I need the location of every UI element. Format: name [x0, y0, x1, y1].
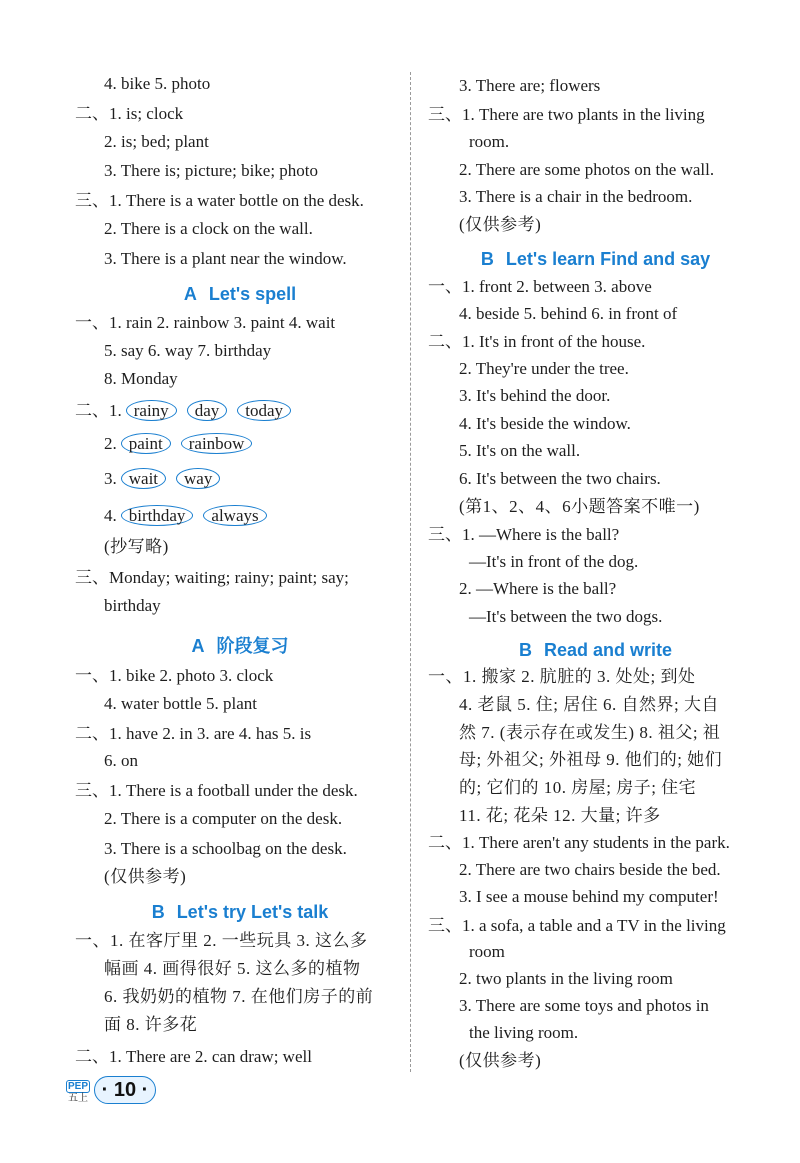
answer-line: 5. It's on the wall. — [459, 441, 581, 460]
section-letter: B — [518, 640, 532, 660]
answer-line: 一、1. 搬家 2. 肮脏的 3. 处处; 到处 — [428, 667, 696, 686]
answer-line: 3. There are; flowers — [459, 76, 601, 95]
answer-line: 然 7. (表示存在或发生) 8. 祖父; 祖 — [459, 723, 721, 742]
row-label: 二、1. — [75, 401, 122, 420]
answer-line: 一、1. bike 2. photo 3. clock — [75, 666, 274, 685]
answer-line: 三、1. —Where is the ball? — [428, 525, 620, 544]
answer-line: 的; 它们的 10. 房屋; 房子; 住宅 — [459, 778, 697, 797]
answer-line: 6. on — [104, 751, 138, 770]
circled-words-row — [104, 468, 230, 490]
circled-word: today — [237, 400, 291, 421]
circled-word: day — [187, 400, 228, 421]
answer-line: 2. —Where is the ball? — [459, 579, 617, 598]
section-letter: A — [183, 284, 197, 304]
answer-line: (抄写略) — [104, 537, 169, 556]
answer-line: 3. There is a chair in the bedroom. — [459, 187, 693, 206]
answer-line: 2. There are two chairs beside the bed. — [459, 860, 721, 879]
answer-line: 二、1. It's in front of the house. — [428, 332, 646, 351]
answer-line: 三、1. There is a water bottle on the desk. — [75, 191, 364, 210]
circled-word: always — [203, 505, 266, 526]
section-letter: B — [480, 249, 494, 269]
answer-line: 3. There is a schoolbag on the desk. — [104, 839, 347, 858]
answer-line: 4. bike 5. photo — [104, 74, 211, 93]
answer-line: 8. Monday — [104, 369, 178, 388]
column-divider — [410, 72, 411, 1072]
answer-line: 三、Monday; waiting; rainy; paint; say; — [75, 568, 349, 587]
section-heading — [75, 282, 405, 306]
answer-line: 6. It's between the two chairs. — [459, 469, 661, 488]
pep-logo: PEP — [67, 1081, 88, 1092]
answer-line: room. — [469, 132, 510, 151]
section-title: Let's try Let's talk — [176, 902, 329, 922]
section-heading — [428, 638, 763, 662]
answer-line: 3. There is a plant near the window. — [104, 249, 347, 268]
section-letter: B — [151, 902, 165, 922]
answer-line: 二、1. have 2. in 3. are 4. has 5. is — [75, 724, 312, 743]
row-label: 2. — [104, 434, 117, 453]
answer-line: 2. They're under the tree. — [459, 359, 629, 378]
answer-line: 面 8. 许多花 — [104, 1015, 198, 1034]
answer-line: 4. beside 5. behind 6. in front of — [459, 304, 678, 323]
answer-line: 5. say 6. way 7. birthday — [104, 341, 272, 360]
answer-line: (仅供参考) — [459, 1051, 542, 1070]
answer-line: 母; 外祖父; 外祖母 9. 他们的; 她们 — [459, 750, 723, 769]
grade-label: 五上 — [68, 1093, 88, 1104]
circled-word: way — [176, 468, 220, 489]
circled-words-row — [104, 433, 262, 455]
answer-line: 2. two plants in the living room — [459, 969, 673, 988]
section-heading — [428, 247, 763, 271]
page-number: · 10 · — [94, 1076, 156, 1104]
section-letter: A — [191, 636, 205, 656]
answer-line: 4. water bottle 5. plant — [104, 694, 257, 713]
circled-words-row — [104, 505, 277, 527]
section-title: Let's spell — [208, 284, 297, 304]
answer-line: 二、1. There are 2. can draw; well — [75, 1047, 312, 1066]
answer-line: 3. There is; picture; bike; photo — [104, 161, 319, 180]
answer-line: —It's between the two dogs. — [469, 607, 663, 626]
answer-line: (仅供参考) — [104, 867, 187, 886]
answer-line: birthday — [104, 596, 161, 615]
circled-word: paint — [121, 433, 171, 454]
answer-line: 2. There is a computer on the desk. — [104, 809, 343, 828]
answer-line: 3. There are some toys and photos in — [459, 996, 709, 1015]
answer-line: 2. There is a clock on the wall. — [104, 219, 313, 238]
answer-line: the living room. — [469, 1023, 579, 1042]
section-title: Let's learn Find and say — [505, 249, 711, 269]
section-title: 阶段复习 — [216, 636, 289, 656]
answer-line: 一、1. rain 2. rainbow 3. paint 4. wait — [75, 313, 336, 332]
answer-line: 幅画 4. 画得很好 5. 这么多的植物 — [104, 959, 361, 978]
section-heading — [75, 634, 405, 658]
answer-line: 二、1. There aren't any students in the park. — [428, 833, 730, 852]
answer-line: 一、1. front 2. between 3. above — [428, 277, 652, 296]
answer-line: 三、1. There are two plants in the living — [428, 105, 705, 124]
answer-line: (仅供参考) — [459, 215, 542, 234]
circled-word: rainbow — [181, 433, 253, 454]
section-heading — [75, 900, 405, 924]
answer-line: 二、1. is; clock — [75, 104, 184, 123]
edition-badge — [66, 1080, 90, 1104]
circled-word: wait — [121, 468, 166, 489]
answer-line: 4. 老鼠 5. 住; 居住 6. 自然界; 大自 — [459, 695, 719, 714]
answer-line: 三、1. There is a football under the desk. — [75, 781, 358, 800]
row-label: 4. — [104, 506, 117, 525]
answer-line: 2. is; bed; plant — [104, 132, 209, 151]
circled-word: birthday — [121, 505, 194, 526]
answer-line: 2. There are some photos on the wall. — [459, 160, 715, 179]
answer-line: 3. It's behind the door. — [459, 386, 611, 405]
answer-line: room — [469, 942, 505, 961]
answer-line: 三、1. a sofa, a table and a TV in the living — [428, 916, 726, 935]
circled-word: rainy — [126, 400, 177, 421]
answer-line: 一、1. 在客厅里 2. 一些玩具 3. 这么多 — [75, 931, 368, 950]
answer-line: 6. 我奶奶的植物 7. 在他们房子的前 — [104, 987, 374, 1006]
row-label: 3. — [104, 469, 117, 488]
answer-line: (第1、2、4、6小题答案不唯一) — [459, 497, 700, 516]
answer-line: —It's in front of the dog. — [469, 552, 639, 571]
circled-words-row — [75, 400, 301, 422]
answer-line: 11. 花; 花朵 12. 大量; 许多 — [459, 806, 661, 825]
section-title: Read and write — [543, 640, 673, 660]
answer-line: 3. I see a mouse behind my computer! — [459, 887, 719, 906]
answer-line: 4. It's beside the window. — [459, 414, 631, 433]
